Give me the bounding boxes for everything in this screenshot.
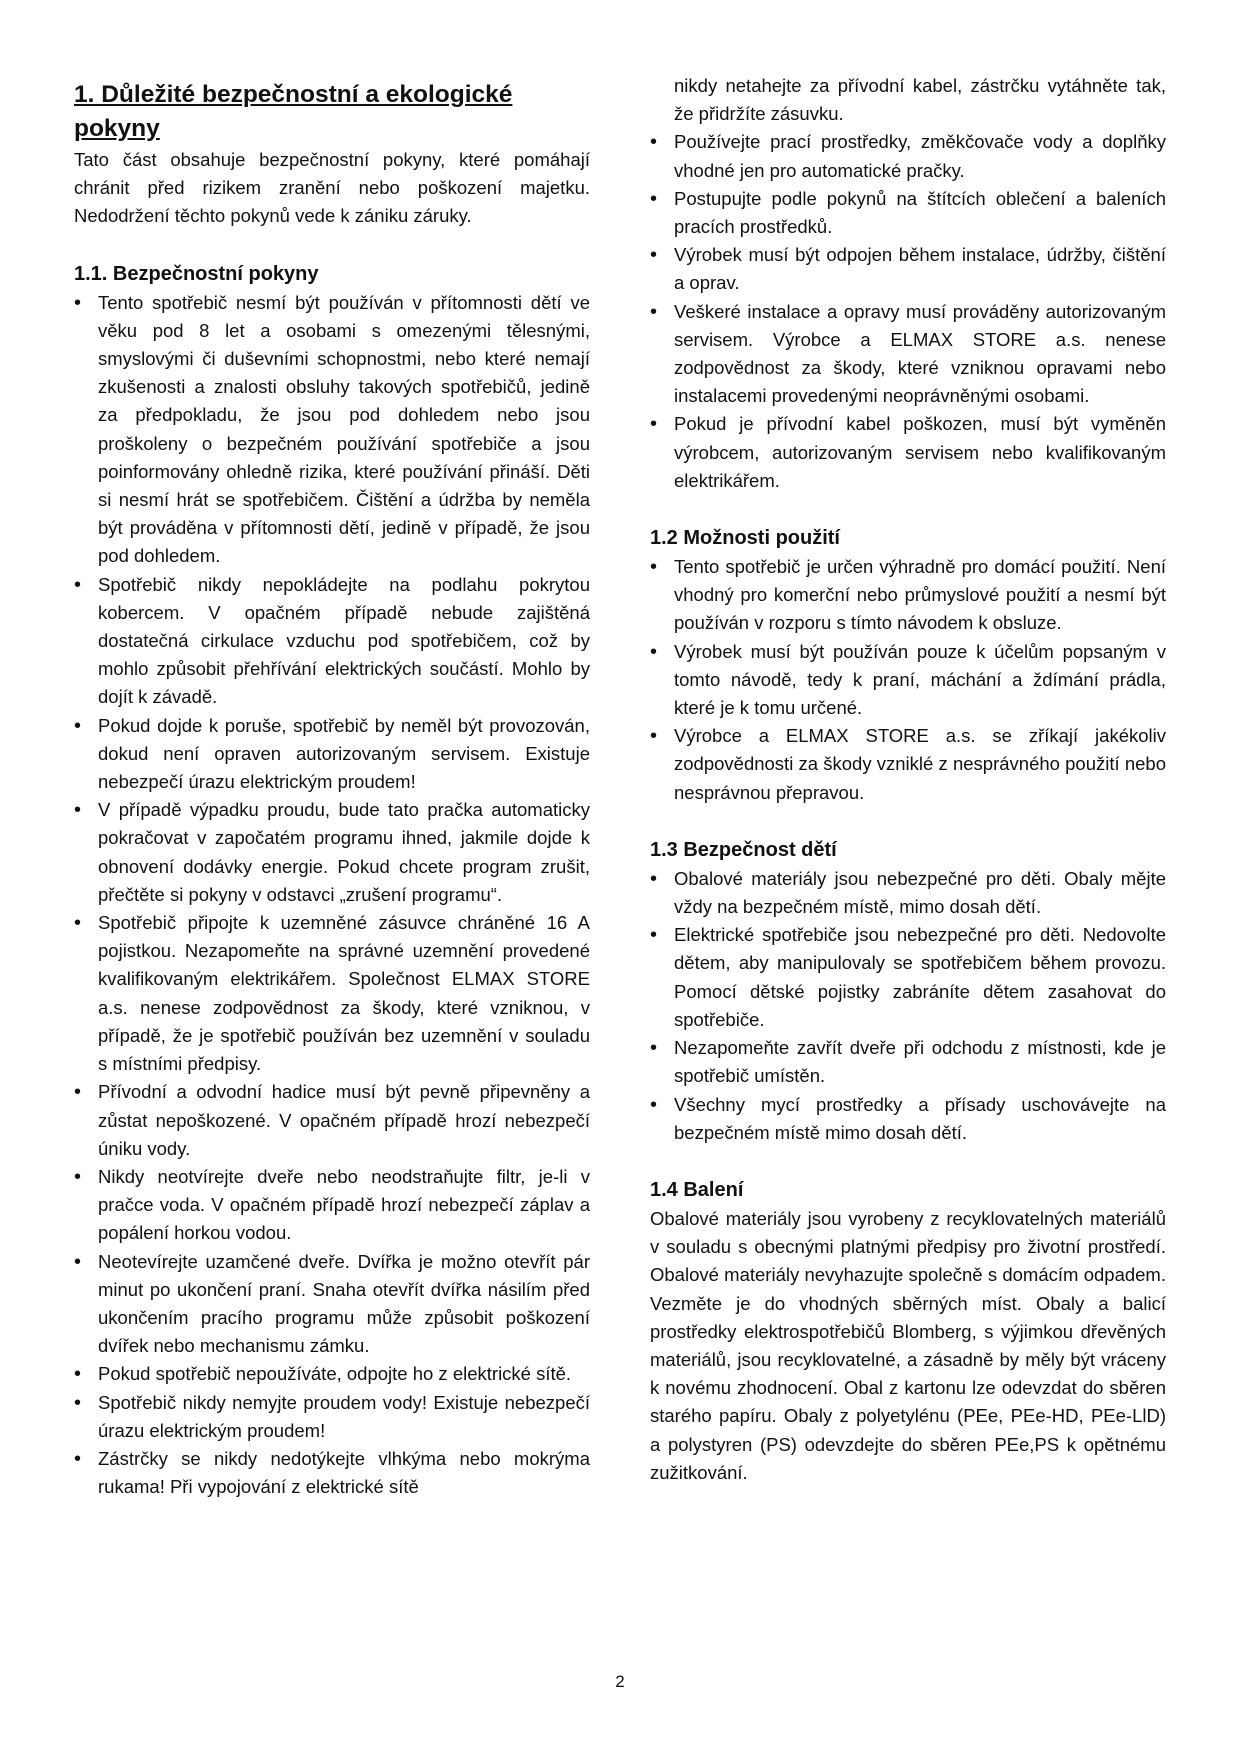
list-item: • Používejte prací prostředky, změkčovače vody a doplňky vhodné jen pro automatické pračky. — [650, 128, 1166, 184]
list-item: • Výrobek musí být odpojen během instalace, údržby, čištění a oprav. — [650, 241, 1166, 297]
right-column — [650, 72, 1166, 1487]
list-item: • Spotřebič nikdy nemyjte proudem vody! Existuje nebezpečí úrazu elektrickým proudem! — [74, 1389, 590, 1445]
list-item: • Nezapomeňte zavřít dveře při odchodu z místnosti, kde je spotřebič umístěn. — [650, 1034, 1166, 1090]
list-item: • V případě výpadku proudu, bude tato pračka automaticky pokračovat v započatém programu ihned, jakmile dojde k obnovení dodávky energie. Pokud chcete program zrušit, přečtěte si pokyny v odstavci „zrušení programu“. — [74, 796, 590, 909]
list-item: • Pokud dojde k poruše, spotřebič by neměl být provozován, dokud není opraven autorizovaným servisem. Existuje nebezpečí úrazu elektrickým proudem! — [74, 712, 590, 797]
section-heading-safety: 1.1. Bezpečnostní pokyny — [74, 262, 319, 285]
list-item: • Pokud spotřebič nepoužíváte, odpojte ho z elektrické sítě. — [74, 1360, 590, 1388]
list-item-continuation: nikdy netahejte za přívodní kabel, zástrčku vytáhněte tak, že přidržíte zásuvku. — [674, 75, 1166, 125]
list-item: • Výrobce a ELMAX STORE a.s. se zříkají jakékoliv zodpovědnosti za škody vzniklé z nesprávného použití nebo nesprávnou přepravou. — [650, 722, 1166, 807]
page-title: 1. Důležité bezpečnostní a ekologické pokyny — [74, 81, 513, 142]
list-item: • Tento spotřebič nesmí být používán v přítomnosti dětí ve věku pod 8 let a osobami s omezenými tělesnými, smyslovými či duševními schopnostmi, nebo které nemají zkušenosti a znalosti obsluhy takových spotřebičů, jedině za předpokladu, že jsou pod dohledem nebo jsou proškoleny o bezpečném používání spotřebiče a jsou poinformovány ohledně rizika, které používání přináší. Děti si nesmí hrát se spotřebičem. Čištění a údržba by neměla být prováděna v přítomnosti dětí, jedině v případě, že jsou pod dohledem. — [74, 289, 590, 571]
list-item: • Pokud je přívodní kabel poškozen, musí být vyměněn výrobcem, autorizovaným servisem nebo kvalifikovaným elektrikářem. — [650, 410, 1166, 495]
section-heading-child-safety: 1.3 Bezpečnost dětí — [650, 838, 837, 861]
list-item: • Zástrčky se nikdy nedotýkejte vlhkýma nebo mokrýma rukama! Při vypojování z elektrické sítě — [74, 1445, 590, 1501]
packaging-paragraph: Obalové materiály jsou vyrobeny z recyklovatelných materiálů v souladu s obecnými platnými předpisy pro životní prostředí. Obalové materiály nevyhazujte společně s domácím odpadem. Vezměte je do vhodných sběrných míst. Obaly a balicí prostředky elektrospotřebičů Blomberg, s výjimkou dřevěných materiálů, jsou recyklovatelné, a zásadně by měly být vráceny k novému zhodnocení. Obal z kartonu lze odevzdat do sběren starého papíru. Obaly z polyetylénu (PEe, PEe-HD, PEe-LlD) a polystyren (PS) odevzdejte do sběren PEe,PS k opětnému zužitkování. — [650, 1207, 1166, 1483]
left-column — [74, 72, 590, 1501]
usage-list — [650, 553, 1166, 807]
list-item: • Všechny mycí prostředky a přísady uschovávejte na bezpečném místě mimo dosah dětí. — [650, 1091, 1166, 1147]
list-item: • Přívodní a odvodní hadice musí být pevně připevněny a zůstat nepoškozené. V opačném případě hrozí nebezpečí úniku vody. — [74, 1078, 590, 1163]
safety-list-continued — [650, 72, 1166, 495]
list-item: • Obalové materiály jsou nebezpečné pro děti. Obaly mějte vždy na bezpečném místě, mimo dosah dětí. — [650, 865, 1166, 921]
child-safety-list — [650, 865, 1166, 1147]
list-item: • Veškeré instalace a opravy musí prováděny autorizovaným servisem. Výrobce a ELMAX STORE a.s. nenese zodpovědnost za škody, které vzniknou opravami nebo instalacemi provedenými neoprávněnými osobami. — [650, 298, 1166, 411]
list-item: • Výrobek musí být používán pouze k účelům popsaným v tomto návodě, tedy k praní, máchání a ždímání prádla, které je k tomu určené. — [650, 638, 1166, 723]
list-item: • Neotevírejte uzamčené dveře. Dvířka je možno otevřít pár minut po ukončení praní. Snaha otevřít dvířka násilím před ukončením pracího programu může způsobit poškození dvířek nebo mechanismu zámku. — [74, 1248, 590, 1361]
intro-paragraph: Tato část obsahuje bezpečnostní pokyny, které pomáhají chránit před rizikem zranění nebo poškození majetku. Nedodržení těchto pokynů vede k zániku záruky. — [74, 149, 590, 227]
list-item: • Nikdy neotvírejte dveře nebo neodstraňujte filtr, je-li v pračce voda. V opačném případě hrozí nebezpečí záplav a popálení horkou vodou. — [74, 1163, 590, 1248]
section-heading-usage: 1.2 Možnosti použití — [650, 527, 840, 550]
list-item: • Tento spotřebič je určen výhradně pro domácí použití. Není vhodný pro komerční nebo průmyslové použití a nesmí být používán v rozporu s tímto návodem k obsluze. — [650, 553, 1166, 638]
page-number: 2 — [615, 1672, 625, 1691]
list-item: • Spotřebič nikdy nepokládejte na podlahu pokrytou kobercem. V opačném případě nebude zajištěná dostatečná cirkulace vzduchu pod spotřebičem, což by mohlo způsobit přehřívání elektrických součástí. Mohlo by dojít k závadě. — [74, 571, 590, 712]
safety-list — [74, 289, 590, 1502]
list-item: • Elektrické spotřebiče jsou nebezpečné pro děti. Nedovolte dětem, aby manipulovaly se spotřebičem během provozu. Pomocí dětské pojistky zabráníte dětem zasahovat do spotřebiče. — [650, 921, 1166, 1034]
list-item: • Spotřebič připojte k uzemněné zásuvce chráněné 16 A pojistkou. Nezapomeňte na správné uzemnění provedené kvalifikovaným elektrikářem. Společnost ELMAX STORE a.s. nenese zodpovědnost za škody, které vzniknou, v případě, že je spotřebič používán bez uzemnění v souladu s místními předpisy. — [74, 909, 590, 1078]
section-heading-packaging: 1.4 Balení — [650, 1178, 744, 1201]
list-item: • Postupujte podle pokynů na štítcích oblečení a baleních pracích prostředků. — [650, 185, 1166, 241]
